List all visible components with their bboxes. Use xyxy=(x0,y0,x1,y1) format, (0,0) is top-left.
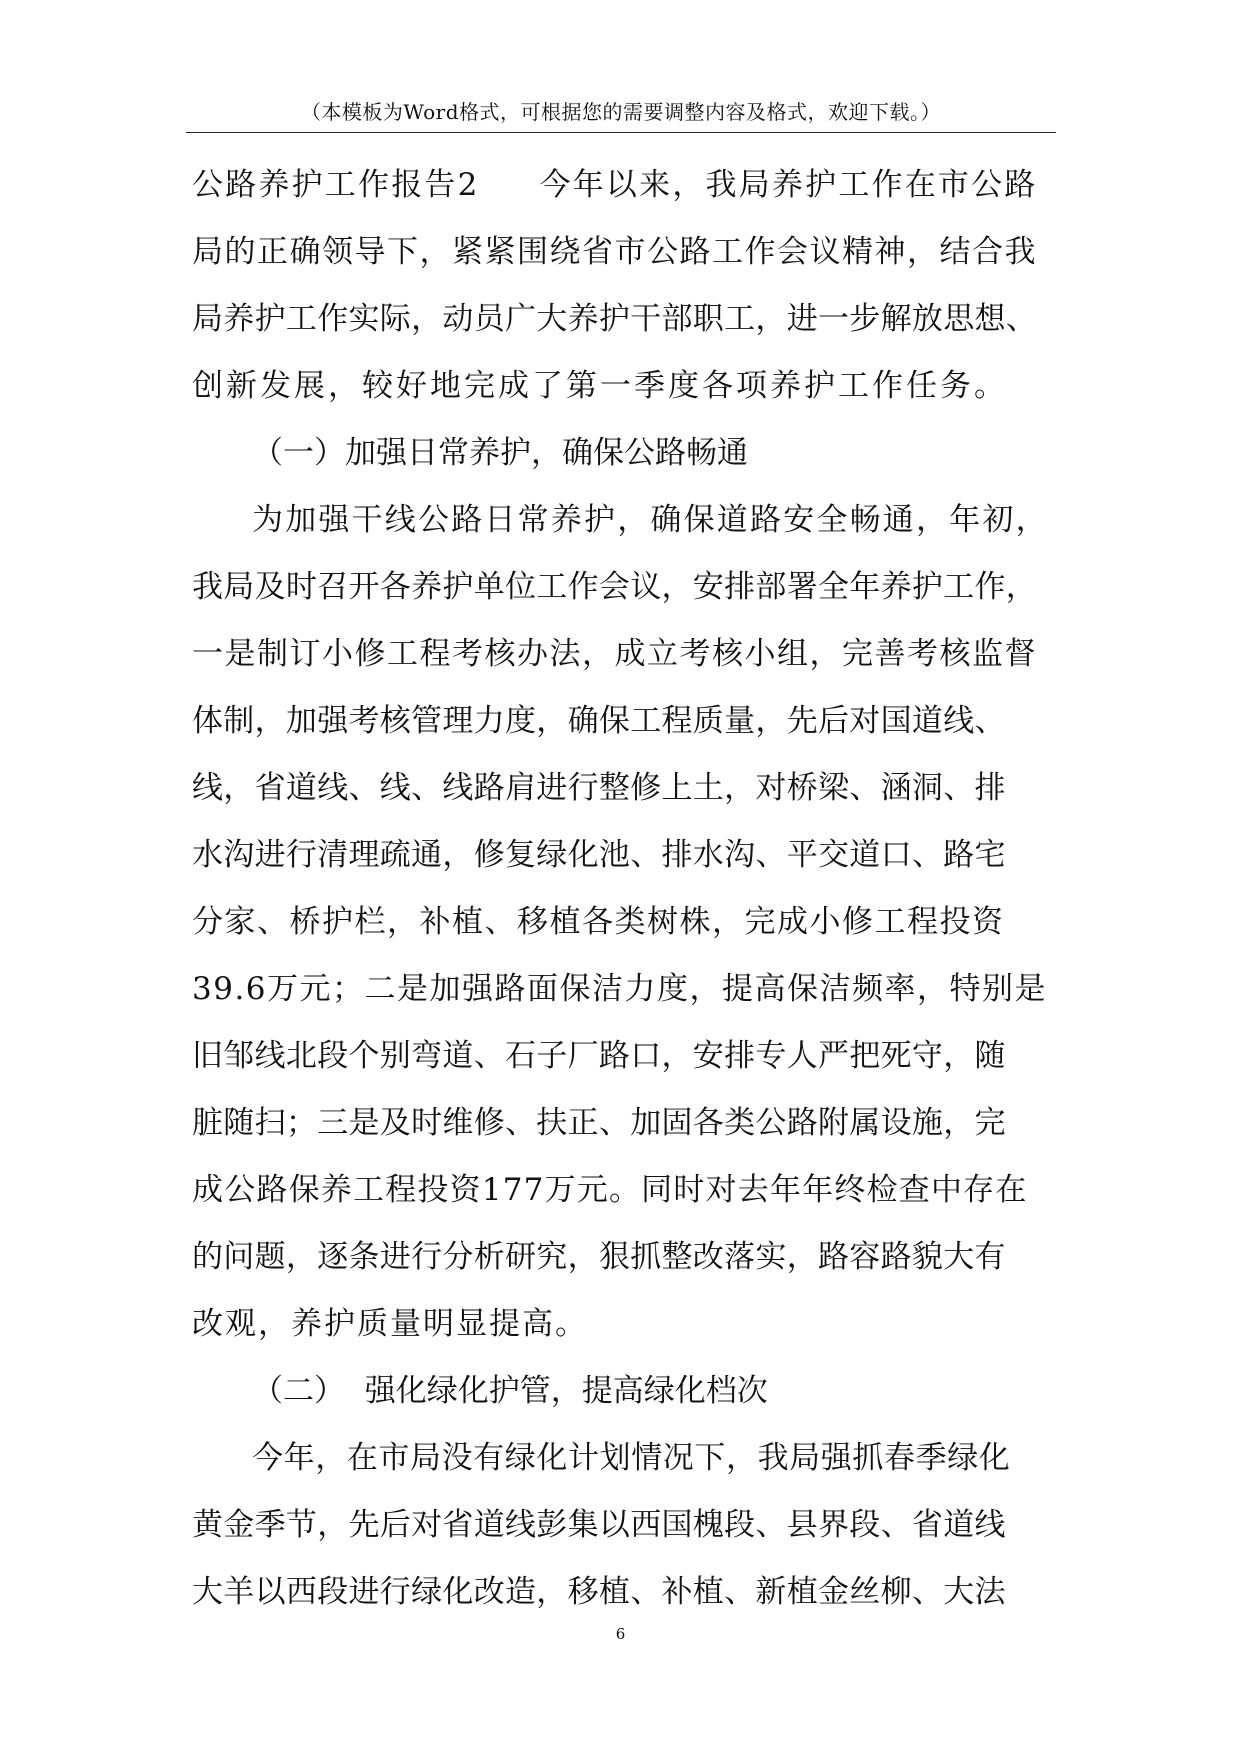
section-heading: （二） 强化绿化护管，提高绿化档次 xyxy=(252,1373,768,1409)
paragraph-line: 体制，加强考核管理力度，确保工程质量，先后对国道线、 xyxy=(192,703,1006,739)
paragraph-line xyxy=(192,152,1062,219)
paragraph-line: 创新发展，较好地完成了第一季度各项养护工作任务。 xyxy=(192,368,1008,404)
paragraph-line: 一是制订小修工程考核办法，成立考核小组，完善考核监督 xyxy=(192,636,1037,672)
page-header-note: （本模板为Word格式，可根据您的需要调整内容及格式，欢迎下载。） xyxy=(300,100,942,124)
page-number: 6 xyxy=(615,1625,626,1643)
paragraph-line: 39.6万元；二是加强路面保洁力度，提高保洁频率，特别是 xyxy=(192,971,1048,1007)
document-body xyxy=(192,152,1062,1626)
paragraph-line: 成公路保养工程投资177万元。同时对去年年终检查中存在 xyxy=(192,1172,1028,1208)
paragraph-line: 今年，在市局没有绿化计划情况下，我局强抓春季绿化 xyxy=(252,1440,1011,1476)
paragraph-line: 我局及时召开各养护单位工作会议，安排部署全年养护工作， xyxy=(192,569,1038,605)
paragraph-line: 为加强干线公路日常养护，确保道路安全畅通，年初， xyxy=(252,502,1049,538)
section-heading: （一）加强日常养护，确保公路畅通 xyxy=(252,435,748,471)
paragraph-line: 的问题，逐条进行分析研究，狠抓整改落实，路容路貌大有 xyxy=(192,1239,1006,1275)
paragraph-line: 脏随扫；三是及时维修、扶正、加固各类公路附属设施，完 xyxy=(192,1105,1006,1141)
paragraph-line: 分家、桥护栏，补植、移植各类树株，完成小修工程投资 xyxy=(192,904,1005,940)
header-divider xyxy=(186,132,1056,133)
paragraph-line: 局养护工作实际，动员广大养护干部职工，进一步解放思想、 xyxy=(192,301,1038,337)
paragraph-line: 大羊以西段进行绿化改造，移植、补植、新植金丝柳、大法 xyxy=(192,1574,1006,1610)
document-title: 公路养护工作报告2 xyxy=(192,167,480,203)
paragraph-line: 黄金季节，先后对省道线彭集以西国槐段、县界段、省道线 xyxy=(192,1507,1006,1543)
paragraph-line: 水沟进行清理疏通，修复绿化池、排水沟、平交道口、路宅 xyxy=(192,837,1006,873)
paragraph-line: 改观，养护质量明显提高。 xyxy=(192,1306,588,1342)
paragraph-line: 局的正确领导下，紧紧围绕省市公路工作会议精神，结合我 xyxy=(192,234,1037,270)
paragraph-line: 线，省道线、线、线路肩进行整修上土，对桥梁、涵洞、排 xyxy=(192,770,1006,806)
paragraph-text: 今年以来，我局养护工作在市公路 xyxy=(539,167,1038,203)
paragraph-line: 旧邹线北段个别弯道、石子厂路口，安排专人严把死守，随 xyxy=(192,1038,1006,1074)
